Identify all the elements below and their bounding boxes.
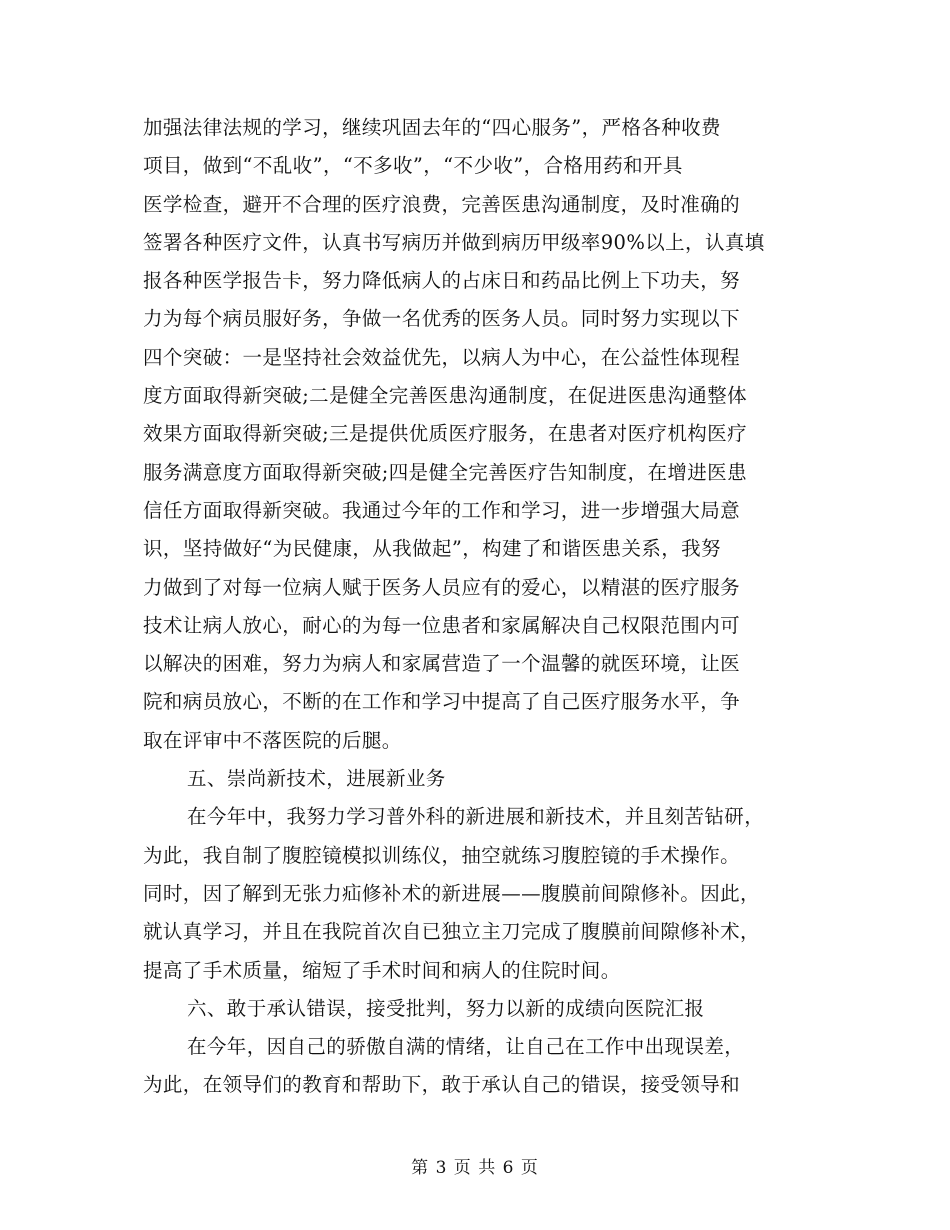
- text-line: 识，坚持做好“为民健康，从我做起”，构建了和谐医患关系，我努: [143, 537, 721, 561]
- body-text: [143, 109, 813, 1105]
- section-heading: 六、敢于承认错误，接受批判，努力以新的成绩向医院汇报: [187, 996, 705, 1020]
- text-line: 四个突破：一是坚持社会效益优先，以病人为中心，在公益性体现程: [143, 345, 741, 369]
- text-line: 力为每个病员服好务，争做一名优秀的医务人员。同时努力实现以下: [143, 307, 741, 331]
- paragraph-start: 在今年，因自己的骄傲自满的情绪，让自己在工作中出现误差，: [187, 1035, 745, 1059]
- text-line: 力做到了对每一位病人赋于医务人员应有的爱心，以精湛的医疗服务: [143, 575, 741, 599]
- text-line: 提高了手术质量，缩短了手术时间和病人的住院时间。: [143, 958, 621, 982]
- text-line: 项目，做到“不乱收”，“不多收”，“不少收”，合格用药和开具: [143, 154, 683, 178]
- text-line: 度方面取得新突破;二是健全完善医患沟通制度，在促进医患沟通整体: [143, 384, 747, 408]
- text-line: 服务满意度方面取得新突破;四是健全完善医疗告知制度，在增进医患: [143, 460, 747, 484]
- text-line: 签署各种医疗文件，认真书写病历并做到病历甲级率90%以上，认真填: [143, 230, 765, 254]
- text-line: 院和病员放心，不断的在工作和学习中提高了自己医疗服务水平，争: [143, 690, 741, 714]
- paragraph-start: 在今年中，我努力学习普外科的新进展和新技术，并且刻苦钻研，: [187, 805, 765, 829]
- text-line: 信任方面取得新突破。我通过今年的工作和学习，进一步增强大局意: [143, 498, 741, 522]
- text-line: 同时，因了解到无张力疝修补术的新进展——腹膜前间隙修补。因此，: [143, 881, 760, 905]
- text-line: 以解决的困难，努力为病人和家属营造了一个温馨的就医环境，让医: [143, 652, 741, 676]
- text-line: 为此，我自制了腹腔镜模拟训练仪，抽空就练习腹腔镜的手术操作。: [143, 843, 741, 867]
- text-line: 医学检查，避开不合理的医疗浪费，完善医患沟通制度，及时准确的: [143, 192, 741, 216]
- text-line: 技术让病人放心，耐心的为每一位患者和家属解决自己权限范围内可: [143, 613, 741, 637]
- section-heading: 五、崇尚新技术，进展新业务: [187, 767, 446, 791]
- text-line: 报各种医学报告卡，努力降低病人的占床日和药品比例上下功夫，努: [143, 269, 741, 293]
- text-line: 加强法律法规的学习，继续巩固去年的“四心服务”，严格各种收费: [143, 116, 721, 139]
- text-line: 就认真学习，并且在我院首次自已独立主刀完成了腹膜前间隙修补术，: [143, 920, 760, 944]
- text-line: 为此，在领导们的教育和帮助下，敢于承认自己的错误，接受领导和: [143, 1073, 741, 1097]
- text-line: 取在评审中不落医院的后腿。: [143, 728, 402, 752]
- page-number-footer: 第 3 页 共 6 页: [411, 1158, 539, 1178]
- text-line: 效果方面取得新突破;三是提供优质医疗服务，在患者对医疗机构医疗: [143, 422, 747, 446]
